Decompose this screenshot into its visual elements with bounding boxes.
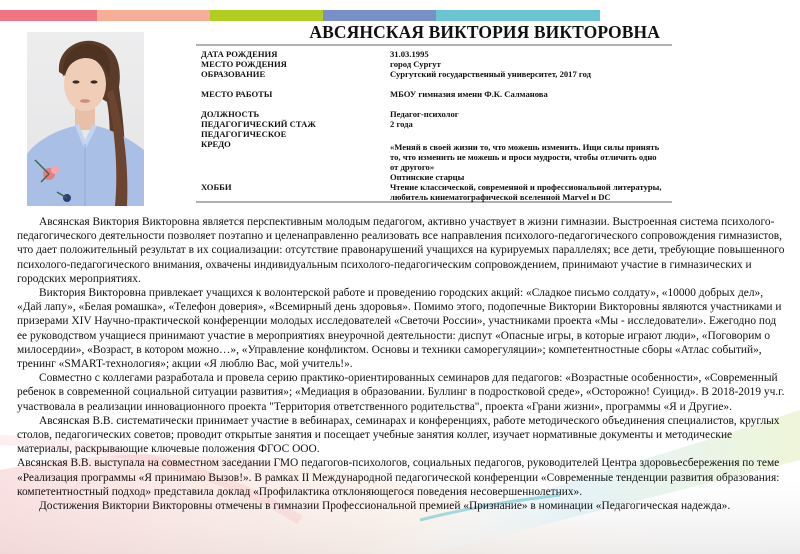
info-row-credo-label-top [196,129,672,139]
info-label: МЕСТО РАБОТЫ [201,89,273,99]
info-row-education [196,69,672,79]
info-label: ПЕДАГОГИЧЕСКОЕ [201,129,287,139]
paragraph-professional-development: Авсянская В.В. систематически принимает участие в вебинарах, семинарах и конференциях, работе методического объединения специалистов, круглых столов, педагогических советов; проводит открытые занятия и посещает учебные занятия коллег, изучает нормативные документы и методические материалы, раскрывающие ключевые положения ФГОС ООО. [17,414,780,456]
teacher-name-heading: АВСЯНСКАЯ ВИКТОРИЯ ВИКТОРОВНА [309,22,660,42]
info-value: город Сургут [390,59,441,69]
info-value: Сургутский государственный университет, 2017 год [390,69,592,79]
info-row-position [196,109,672,119]
info-label: МЕСТО РОЖДЕНИЯ [201,59,287,69]
info-value: МБОУ гимназия имени Ф.К. Салманова [390,89,548,99]
info-value: «Меняй в своей жизни то, что можешь изменить. Ищи силы принять то, что изменить не можешь и проси мудрости, чтобы отличить одно от другого» [390,142,660,172]
info-label: КРЕДО [201,139,231,149]
color-bar-segment-blue [323,10,436,21]
info-row-birth-date [196,49,672,59]
info-value: 2 года [390,119,413,129]
info-row-birth-place [196,59,672,69]
decorative-color-bar [0,10,800,21]
color-bar-segment-cyan [436,10,600,21]
info-label: ХОББИ [201,182,232,192]
info-label: ПЕДАГОГИЧЕСКИЙ СТАЖ [201,119,316,129]
info-row-workplace [196,89,672,99]
color-bar-segment-peach [97,10,210,21]
paragraph-achievements: Достижения Виктории Викторовны отмечены в гимназии Профессиональной премией «Признание» в номинации «Педагогическая надежда». [39,500,731,513]
info-label: ДАТА РОЖДЕНИЯ [201,49,278,59]
info-value: Педагог-психолог [390,109,459,119]
info-value: Чтение классической, современной и профессиональной литературы, любитель кинематографической вселенной Marvel и DC [390,182,662,202]
portrait-illustration [27,32,144,206]
info-value: Оптинские старцы [390,172,465,182]
info-row-credo [196,139,672,172]
paragraph-volunteering: Виктория Викторовна привлекает учащихся к волонтерской работе и проведению городских акций: «Сладкое письмо солдату», «10000 добрых дел», «Дай лапу», «Белая ромашка», «Телефон доверия», «Всемирный день здоровья». Помимо этого, подопечные Виктории Викторовны являются участниками и призерами XIV Научно-практической конференции молодых исследователей «Светочи России», участниками проекта «Мы - исследователи». Ежегодно под ее руководством учащиеся принимают участие в мероприятиях внеурочной деятельности: диспут «Опасные игры, в которые играют люди», «Поговорим о милосердии», «Возраст, в котором можно…», «Управление конфликтом. Основы и техники саморегуляции»; компетентностные сборы «Атлас событий», тренинг «SMART-технология»; акции «Я люблю Вас, мой учитель!». [17,287,782,371]
color-bar-segment-red [0,10,97,21]
info-row-hobby [196,182,672,202]
paragraph-seminars: Совместно с коллегами разработала и провела серию практико-ориентированных семинаров для педагогов: «Возрастные особенности», «Современный ребенок в современной социальной ситуации развития»; «Медиация в образовании. Буллинг в подростковой среде», «Осторожно! Суицид». В 2018-2019 уч.г. участвовала в реализации инновационного проекта "Территория ответственного родительства", проекта «Грани жизни», программы «Я и Другие». [17,372,785,413]
info-label [196,172,390,182]
info-row-experience [196,119,672,129]
info-label: ОБРАЗОВАНИЕ [201,69,266,79]
color-bar-segment-green [210,10,323,21]
profile-info-table [196,44,672,203]
info-value: 31.03.1995 [390,49,429,59]
biography-text [17,215,787,513]
portrait-photo [27,32,144,206]
info-row-credo-author [196,172,672,182]
info-label: ДОЛЖНОСТЬ [201,109,260,119]
info-value [390,129,672,139]
paragraph-presentations: Авсянская В.В. выступала на совместном заседании ГМО педагогов-психологов, социальных педагогов, руководителей Центра здоровьесбережения по теме «Реализация программы «Я принимаю Вызов!». В рамках II Международной педагогической конференции «Современные тенденции развития образования: компетентностный подход» представила доклад «Профилактика отклоняющегося поведения несовершеннолетних». [17,457,780,498]
paragraph-overview: Авсянская Виктория Викторовна является перспективным молодым педагогом, активно участвует в жизни гимназии. Выстроенная система психолого-педагогического деятельности позволяет поэтапно и целенаправленно реализовать все направления психолого-педагогического сопровождения гимназистов, что дает положительный результат в их социализации: отсутствие правонарушений учащихся на курируемых параллелях; все дети, требующие повышенного психолого-педагогического внимания, охвачены индивидуальным психолого-педагогическим сопровождением, принимают участие в гимназических и городских мероприятиях. [17,216,785,285]
